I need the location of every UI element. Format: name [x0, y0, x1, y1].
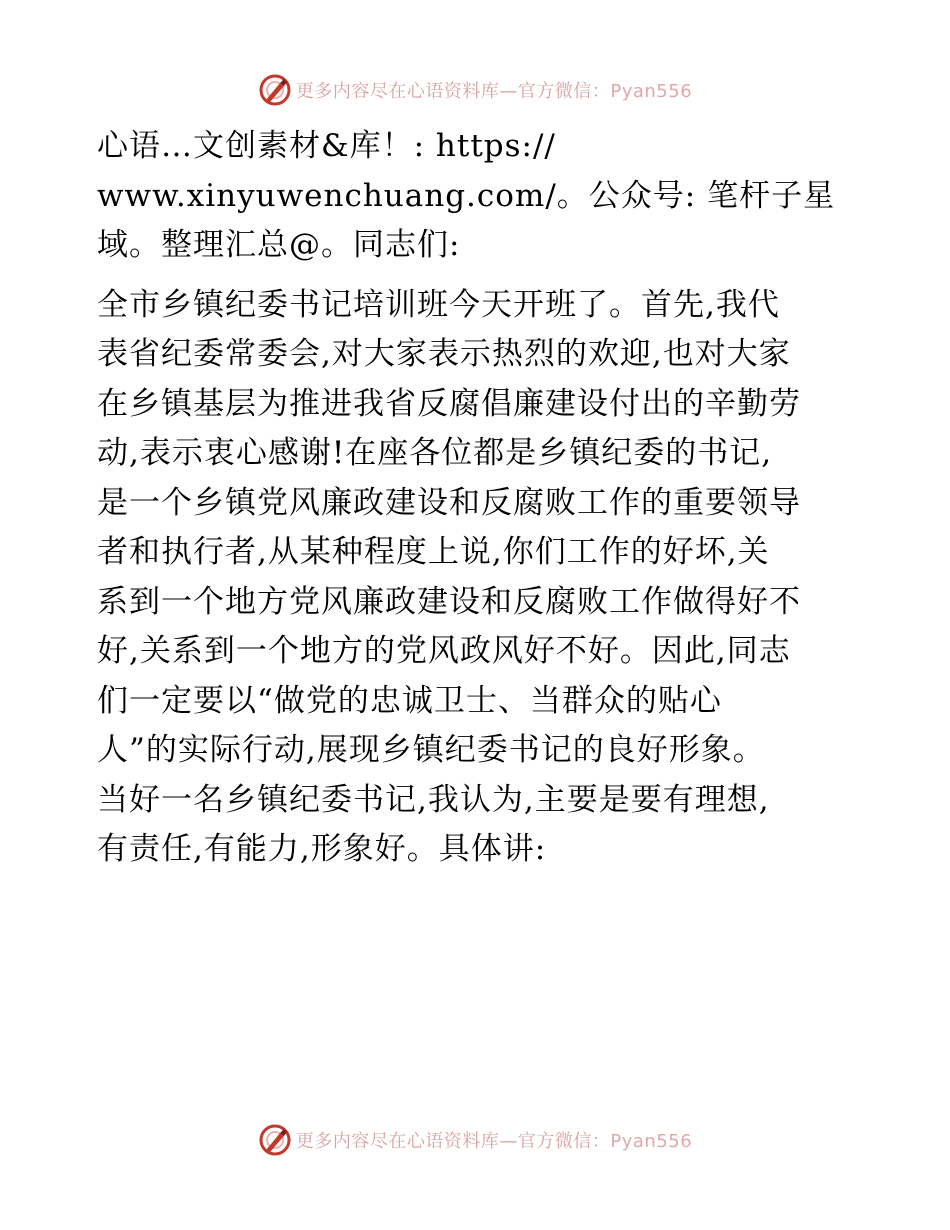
footer-banner	[0, 1120, 950, 1160]
intro-paragraph: 心语…文创素材&库！: https:// www.xinyuwenchuang.com/。公众号: 笔杆子星 域。整理汇总@。同志们:	[97, 128, 836, 263]
header-banner-text	[296, 77, 692, 103]
header-banner-label: 更多内容尽在心语资料库—官方微信：	[295, 81, 611, 102]
footer-banner-handle: Pyan556	[610, 1131, 693, 1152]
document-page	[97, 122, 857, 875]
header-banner-handle: Pyan556	[610, 81, 693, 102]
pen-swirl-logo-icon	[258, 1123, 292, 1157]
footer-banner-label: 更多内容尽在心语资料库—官方微信：	[295, 1131, 611, 1152]
footer-banner-text	[296, 1127, 692, 1153]
body-paragraph: 全市乡镇纪委书记培训班今天开班了。首先,我代 表省纪委常委会,对大家表示热烈的欢迎,也对大家 在乡镇基层为推进我省反腐倡廉建设付出的辛勤劳 动,表示衷心感谢!在座各位都是乡镇纪委的书记, 是一个乡镇党风廉政建设和反腐败工作的重要领导 者和执行者,从某种程度上说,你们工作的好坏,关 系到一个地方党风廉政建设和反腐败工作做得好不 好,关系到一个地方的党风政风好不好。因此,同志 们一定要以“做党的忠诚卫士、当群众的贴心 人”的实际行动,展现乡镇纪委书记的良好形象。 当好一名乡镇纪委书记,我认为,主要是要有理想, 有责任,有能力,形象好。具体讲:	[97, 286, 801, 867]
header-banner	[0, 70, 950, 110]
pen-swirl-logo-icon	[258, 73, 292, 107]
